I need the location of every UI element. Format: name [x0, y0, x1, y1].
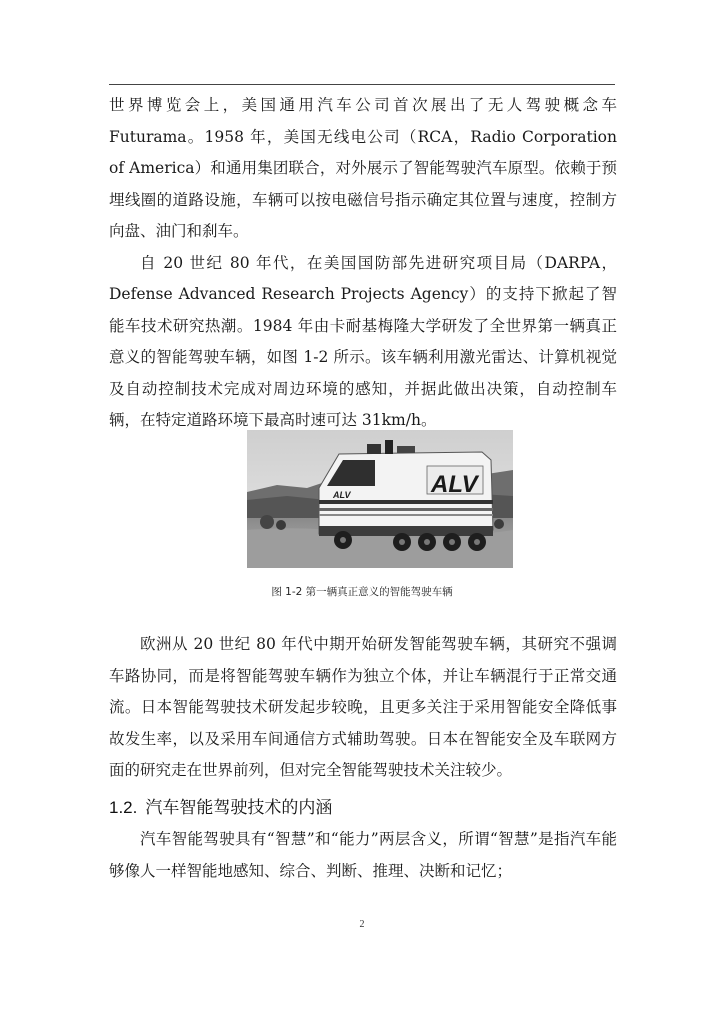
paragraph-europe-japan: 欧洲从 20 世纪 80 年代中期开始研发智能驾驶车辆，其研究不强调车路协同，而是将智能驾驶车辆作为独立个体，并让车辆混行于正常交通流。日本智能驾驶技术研发起步较晚，且更多关注于采用智能安全降低事故发生率，以及采用车间通信方式辅助驾驶。日本在智能安全及车联网方面的研究走在世界前列，但对完全智能驾驶技术关注较少。	[109, 635, 617, 779]
figure-alv-vehicle	[247, 430, 513, 568]
paragraph-darpa: 自 20 世纪 80 年代，在美国国防部先进研究项目局（DARPA，Defense Advanced Research Projects Agency）的支持下掀起了智能车技术研究热潮。1984 年由卡耐基梅隆大学研发了全世界第一辆真正意义的智能驾驶车辆，如图 1-2 所示。该车辆利用激光雷达、计算机视觉及自动控制技术完成对周边环境的感知，并据此做出决策，自动控制车辆，在特定道路环境下最高时速可达 31km/h。	[109, 253, 617, 429]
paragraph-futurama: 世界博览会上，美国通用汽车公司首次展出了无人驾驶概念车Futurama。1958 年，美国无线电公司（RCA，Radio Corporation of America）和通用集团联合，对外展示了智能驾驶汽车原型。依赖于预埋线圈的道路设施，车辆可以按电磁信号指示确定其位置与速度，控制方向盘、油门和刹车。	[109, 96, 617, 240]
section-title: 汽车智能驾驶技术的内涵	[145, 798, 333, 818]
header-rule	[109, 84, 615, 85]
section-heading	[109, 793, 332, 818]
body-text-middle	[109, 629, 617, 787]
alv-vehicle-photo	[247, 430, 513, 568]
vehicle-label-large: ALV	[431, 471, 478, 498]
paragraph-intelligence: 汽车智能驾驶具有“智慧”和“能力”两层含义，所谓“智慧”是指汽车能够像人一样智能地感知、综合、判断、推理、决断和记忆；	[109, 830, 617, 880]
vehicle-label-small: ALV	[333, 490, 351, 500]
body-text-top	[109, 90, 617, 437]
page-number: 2	[359, 919, 365, 930]
section-number: 1.2.	[109, 798, 138, 817]
figure-caption: 图 1-2 第一辆真正意义的智能驾驶车辆	[271, 586, 453, 598]
body-text-bottom	[109, 824, 617, 887]
